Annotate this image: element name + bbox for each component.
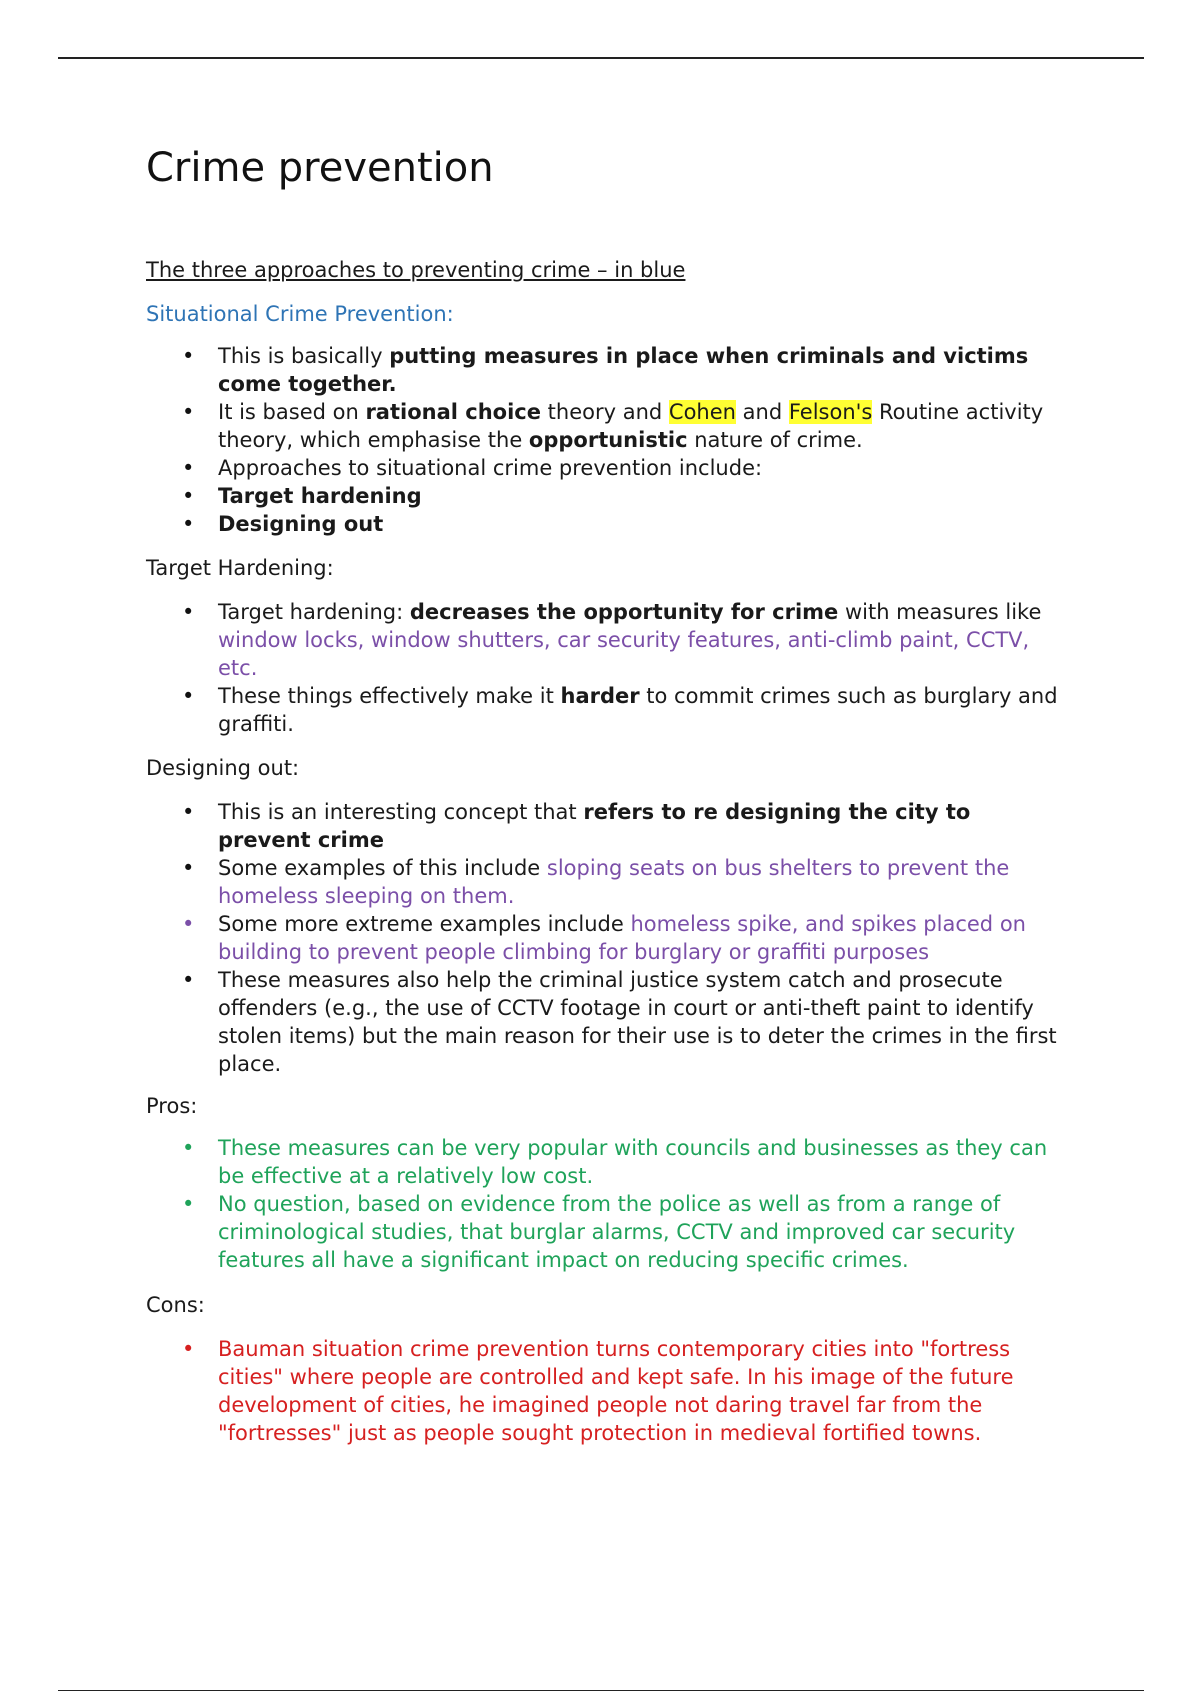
cons-heading: Cons: — [146, 1293, 205, 1317]
top-rule — [58, 57, 1144, 59]
list-item: • These measures can be very popular with councils and businesses as they can be effective at a relatively low cost. — [146, 1134, 1066, 1190]
bottom-rule — [58, 1690, 1144, 1691]
list-item: • These things effectively make it harder to commit crimes such as burglary and graffiti. — [146, 682, 1066, 738]
situational-heading: Situational Crime Prevention: — [146, 302, 454, 326]
list-item: • Approaches to situational crime prevention include: — [146, 454, 1066, 482]
list-item: • These measures also help the criminal justice system catch and prosecute offenders (e.g., the use of CCTV footage in court or anti-theft paint to identify stolen items) but the main reason for their use is to deter the crimes in the first place. — [146, 966, 1066, 1078]
designing-out-heading: Designing out: — [146, 756, 300, 780]
designing-out-list — [146, 798, 1066, 1078]
subheading: The three approaches to preventing crime – in blue — [146, 258, 686, 282]
list-item: • It is based on rational choice theory and Cohen and Felson's Routine activity theory, which emphasise the opportunistic nature of crime. — [146, 398, 1066, 454]
list-item: • Some more extreme examples include homeless spike, and spikes placed on building to prevent people climbing for burglary or graffiti purposes — [146, 910, 1066, 966]
list-item: • This is basically putting measures in place when criminals and victims come together. — [146, 342, 1066, 398]
list-item: • Some examples of this include sloping seats on bus shelters to prevent the homeless sleeping on them. — [146, 854, 1066, 910]
list-item: • Bauman situation crime prevention turns contemporary cities into "fortress cities" where people are controlled and kept safe. In his image of the future development of cities, he imagined people not daring travel far from the "fortresses" just as people sought protection in medieval fortified towns. — [146, 1335, 1066, 1447]
highlight-cohen: Cohen — [668, 400, 736, 424]
target-hardening-list — [146, 598, 1066, 738]
pros-list — [146, 1134, 1066, 1274]
target-hardening-heading: Target Hardening: — [146, 556, 334, 580]
list-item: • Designing out — [146, 510, 1066, 538]
page-title: Crime prevention — [146, 145, 494, 191]
cons-list — [146, 1335, 1066, 1447]
highlight-felson: Felson's — [788, 400, 873, 424]
list-item: • This is an interesting concept that refers to re designing the city to prevent crime — [146, 798, 1066, 854]
situational-list — [146, 342, 1066, 538]
list-item: • No question, based on evidence from the police as well as from a range of criminological studies, that burglar alarms, CCTV and improved car security features all have a significant impact on reducing specific crimes. — [146, 1190, 1066, 1274]
list-item: • Target hardening — [146, 482, 1066, 510]
list-item: • Target hardening: decreases the opportunity for crime with measures like window locks, window shutters, car security features, anti-climb paint, CCTV, etc. — [146, 598, 1066, 682]
pros-heading: Pros: — [146, 1094, 198, 1118]
